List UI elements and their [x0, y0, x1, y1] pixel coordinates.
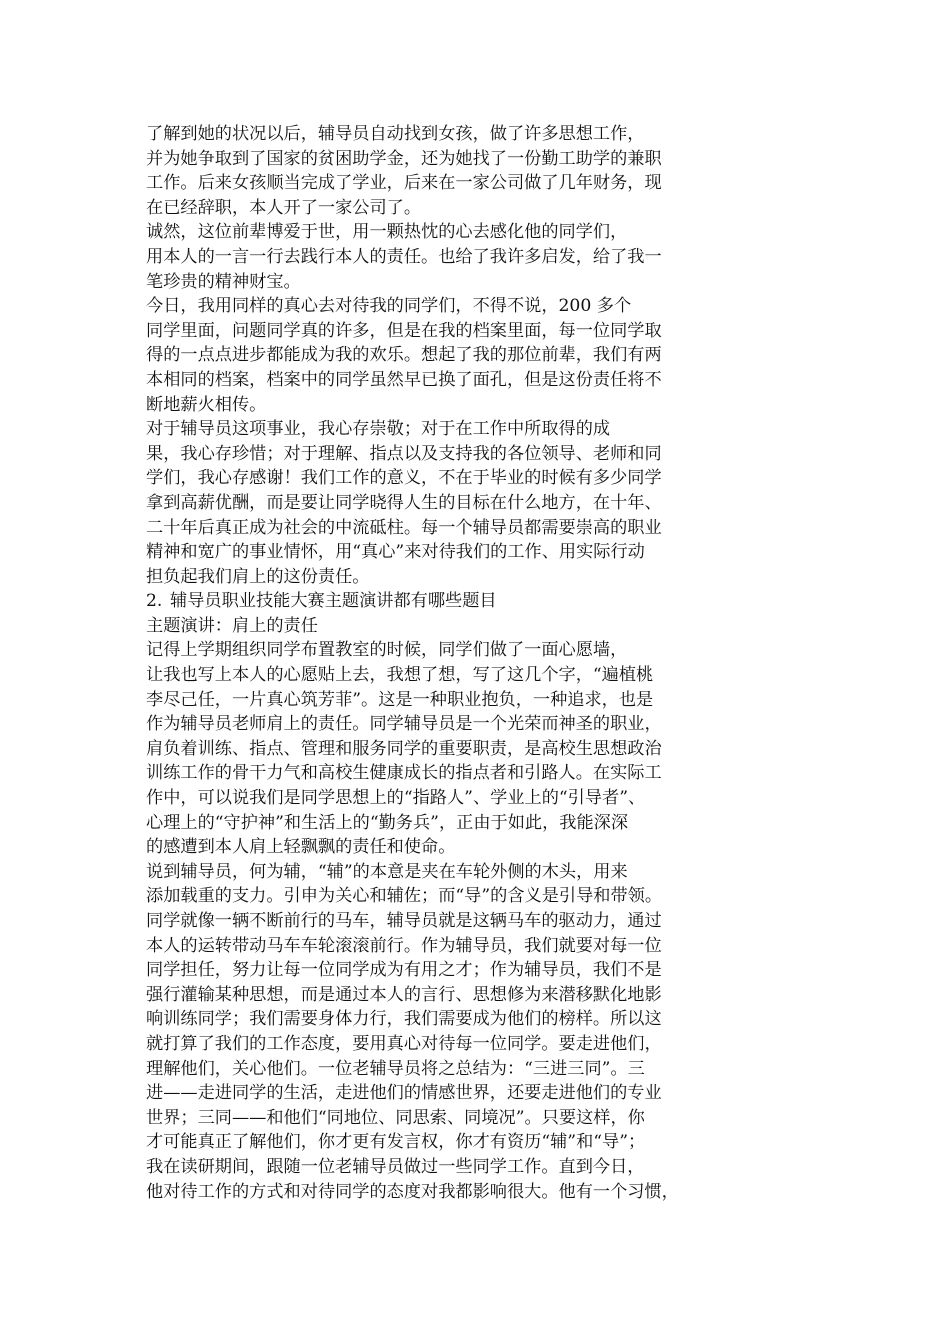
text-line: 本相同的档案，档案中的同学虽然早已换了面孔，但是这份责任将不: [146, 369, 662, 390]
text-line: 进——走进同学的生活，走进他们的情感世界，还要走进他们的专业: [146, 1083, 662, 1104]
text-line: 作中，可以说我们是同学思想上的“指路人”、学业上的“引导者”、: [146, 788, 646, 809]
text-line: 添加载重的支力。引申为关心和辅佐；而“导”的含义是引导和带领。: [146, 886, 663, 907]
section-heading: [146, 589, 746, 614]
text-line: 作为辅导员老师肩上的责任。同学辅导员是一个光荣而神圣的职业，: [146, 714, 662, 735]
text-line: 笔珍贵的精神财宝。: [146, 271, 301, 292]
text-line: 理解他们，关心他们。一位老辅导员将之总结为：“三进三同”。三: [146, 1058, 645, 1079]
text-line: 诚然，这位前辈博爱于世，用一颗热忱的心去感化他的同学们，: [146, 222, 628, 243]
text-line: 本人的运转带动马车车轮滚滚前行。作为辅导员，我们就要对每一位: [146, 935, 662, 956]
text-line: 记得上学期组织同学布置教室的时候，同学们做了一面心愿墙，: [146, 640, 628, 661]
text-line: 果，我心存珍惜；对于理解、指点以及支持我的各位领导、老师和同: [146, 443, 662, 464]
text-line: 就打算了我们的工作态度，要用真心对待每一位同学。要走进他们，: [146, 1033, 662, 1054]
text-line: 今日，我用同样的真心去对待我的同学们，不得不说，200 多个: [146, 296, 632, 317]
text-line: 断地薪火相传。: [146, 394, 267, 415]
text-line: 同学担任，努力让每一位同学成为有用之才；作为辅导员，我们不是: [146, 960, 662, 981]
text-line: 我在读研期间，跟随一位老辅导员做过一些同学工作。直到今日，: [146, 1156, 645, 1177]
text-line: 得的一点点进步都能成为我的欢乐。想起了我的那位前辈，我们有两: [146, 345, 662, 366]
text-line: 肩负着训练、指点、管理和服务同学的重要职责，是高校生思想政治: [146, 738, 662, 759]
text-line: 李尽己任，一片真心筑芳菲”。这是一种职业抱负，一种追求，也是: [146, 689, 654, 710]
text-line: 并为她争取到了国家的贫困助学金，还为她找了一份勤工助学的兼职: [146, 148, 662, 169]
text-line: 世界；三同——和他们“同地位、同思索、同境况”。只要这样，你: [146, 1107, 645, 1128]
text-line: 工作。后来女孩顺当完成了学业，后来在一家公司做了几年财务，现: [146, 173, 662, 194]
heading-text: 辅导员职业技能大赛主题演讲都有哪些题目: [170, 591, 497, 612]
text-line: 同学里面，问题同学真的许多，但是在我的档案里面，每一位同学取: [146, 320, 662, 341]
text-line: 的感遭到本人肩上轻飘飘的责任和使命。: [146, 837, 456, 858]
text-line: 学们，我心存感谢！我们工作的意义，不在于毕业的时候有多少同学: [146, 468, 662, 489]
text-line: 说到辅导员，何为辅，“辅”的本意是夹在车轮外侧的木头，用来: [146, 861, 628, 882]
text-line: 在已经辞职，本人开了一家公司了。: [146, 197, 422, 218]
text-line: 响训练同学；我们需要身体力行，我们需要成为他们的榜样。所以这: [146, 1009, 662, 1030]
text-line: 才可能真正了解他们，你才更有发言权，你才有资历“辅”和“导”；: [146, 1132, 646, 1153]
text-line: 拿到高薪优酬，而是要让同学晓得人生的目标在什么地方，在十年、: [146, 492, 662, 513]
text-line: 心理上的“守护神”和生活上的“勤务兵”，正由于如此，我能深深: [146, 812, 629, 833]
text-line: 二十年后真正成为社会的中流砥柱。每一个辅导员都需要崇高的职业: [146, 517, 662, 538]
text-line: 强行灌输某种思想，而是通过本人的言行、思想修为来潜移默化地影: [146, 984, 662, 1005]
text-line: 训练工作的骨干力气和高校生健康成长的指点者和引路人。在实际工: [146, 763, 662, 784]
text-line: 精神和宽广的事业情怀，用“真心”来对待我们的工作、用实际行动: [146, 542, 645, 563]
text-line: 了解到她的状况以后，辅导员自动找到女孩，做了许多思想工作，: [146, 124, 645, 144]
text-line: 对于辅导员这项事业，我心存崇敬；对于在工作中所取得的成: [146, 419, 611, 440]
text-line: 他对待工作的方式和对待同学的态度对我都影响很大。他有一个习惯，: [146, 1181, 679, 1202]
document-body: [146, 122, 746, 1204]
text-line: 用本人的一言一行去践行本人的责任。也给了我许多启发，给了我一: [146, 246, 662, 267]
text-line: 主题演讲：肩上的责任: [146, 615, 318, 636]
heading-number: 2.: [146, 591, 163, 612]
text-line: 同学就像一辆不断前行的马车，辅导员就是这辆马车的驱动力，通过: [146, 911, 662, 931]
text-line: 让我也写上本人的心愿贴上去，我想了想，写了这几个字，“遍植桃: [146, 665, 654, 686]
text-line: 担负起我们肩上的这份责任。: [146, 566, 370, 587]
